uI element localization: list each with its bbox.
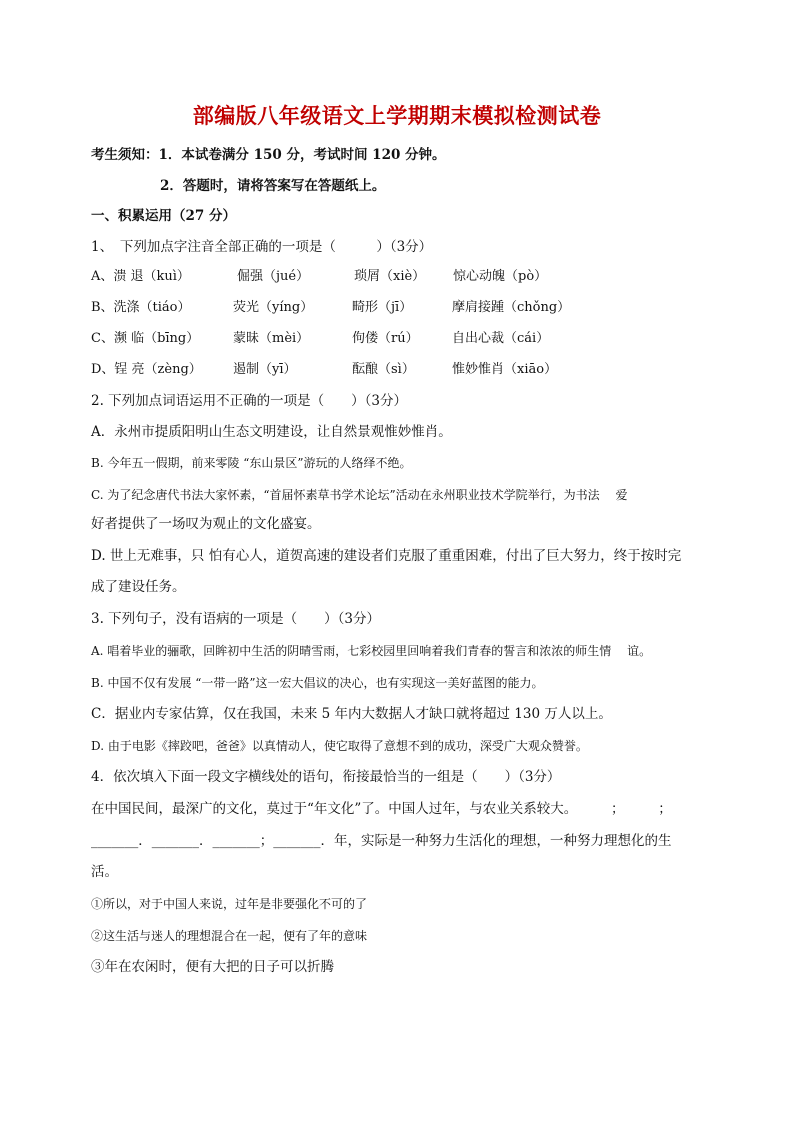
q2-stem: 2. 下列加点词语运用不正确的一项是（ ）（3分） bbox=[91, 393, 408, 409]
q4-choice-2: ②这生活与迷人的理想混合在一起，便有了年的意味 bbox=[91, 929, 368, 943]
q4-stem: 4．依次填入下面一段文字横线处的语句，衔接最恰当的一组是（ ）（3分） bbox=[91, 769, 561, 785]
section-heading: 一、积累运用（27 分） bbox=[91, 208, 236, 224]
q4-choice-3: ③年在农闲时，便有大把的日子可以折腾 bbox=[91, 959, 334, 975]
q3-option-c: C．据业内专家估算，仅在我国，未来 5 年内大数据人才缺口就将超过 130 万人以上。 bbox=[91, 706, 612, 722]
q4-choice-1: ①所以，对于中国人来说，过年是非要强化不可的了 bbox=[91, 897, 368, 911]
q1-option-a-4: 惊心动魄（pò） bbox=[453, 269, 548, 284]
q4-paragraph-line2: _______．_______．_______；_______．年，实际是一种努力生活化的理想，一种努力理想化的生 bbox=[91, 833, 672, 849]
q1-option-a-3: 琐屑（xiè） bbox=[354, 269, 426, 284]
q2-option-a: A．永州市提质阳明山生态文明建设，让自然景观惟妙惟肖。 bbox=[91, 424, 452, 440]
q1-option-b-4: 摩肩接踵（chǒng） bbox=[452, 300, 571, 315]
q3-stem: 3. 下列句子，没有语病的一项是（ ）（3分） bbox=[91, 611, 381, 627]
q2-option-b: B. 今年五一假期，前来零陵 “东山景区”游玩的人络绎不绝。 bbox=[91, 456, 412, 470]
q4-paragraph-line3: 活。 bbox=[91, 864, 118, 880]
notice-line-1: 考生须知：1．本试卷满分 150 分，考试时间 120 分钟。 bbox=[91, 147, 446, 163]
q1-option-b-2: 荧光（yíng） bbox=[233, 300, 314, 315]
q1-option-c-2: 蒙昧（mèi） bbox=[233, 331, 310, 346]
q1-option-b-1: B、洗涤（tiáo） bbox=[91, 300, 191, 315]
q1-option-d-4: 惟妙惟肖（xiāo） bbox=[452, 362, 558, 377]
q3-option-d: D. 由于电影《摔跤吧，爸爸》以真情动人，使它取得了意想不到的成功，深受广大观众赞誉。 bbox=[91, 739, 588, 753]
q1-option-d-2: 遏制（yī） bbox=[233, 362, 297, 377]
notice-line-2: 2．答题时，请将答案写在答题纸上。 bbox=[160, 178, 386, 194]
q1-option-c-3: 佝偻（rú） bbox=[352, 331, 419, 346]
q4-paragraph-line1: 在中国民间，最深广的文化，莫过于“年文化”了。中国人过年，与农业关系较大。 ； ； bbox=[91, 801, 672, 817]
q2-option-d-line1: D. 世上无难事，只 怕有心人，道贺高速的建设者们克服了重重困难，付出了巨大努力，终于按时完 bbox=[91, 548, 682, 564]
q1-stem: 1、 下列加点字注音全部正确的一项是（ ）（3分） bbox=[91, 239, 433, 255]
q2-option-c-line2: 好者提供了一场叹为观止的文化盛宴。 bbox=[91, 516, 321, 532]
q1-option-a-2: 倔强（jué） bbox=[237, 269, 310, 284]
q1-option-c-4: 自出心裁（cái） bbox=[452, 331, 550, 346]
q3-option-a: A. 唱着毕业的骊歌，回眸初中生活的阴晴雪雨，七彩校园里回响着我们青春的誓言和浓浓的师生情 谊。 bbox=[91, 644, 652, 658]
page-title: 部编版八年级语文上学期期末模拟检测试卷 bbox=[192, 103, 602, 128]
q2-option-d-line2: 成了建设任务。 bbox=[91, 579, 186, 595]
q1-option-d-1: D、锃 亮（zèng） bbox=[91, 362, 202, 377]
q3-option-b: B. 中国不仅有发展 “一带一路”这一宏大倡议的决心，也有实现这一美好蓝图的能力。 bbox=[91, 676, 544, 690]
q1-option-a-1: A、溃 退（kuì） bbox=[91, 269, 190, 284]
q1-option-d-3: 酝酿（sì） bbox=[352, 362, 415, 377]
q1-option-c-1: C、濒 临（bīng） bbox=[91, 331, 200, 346]
q2-option-c-line1: C. 为了纪念唐代书法大家怀素，“首届怀素草书学术论坛”活动在永州职业技术学院举行，为书法 爱 bbox=[91, 488, 628, 502]
q1-option-b-3: 畸形（jī） bbox=[352, 300, 413, 315]
